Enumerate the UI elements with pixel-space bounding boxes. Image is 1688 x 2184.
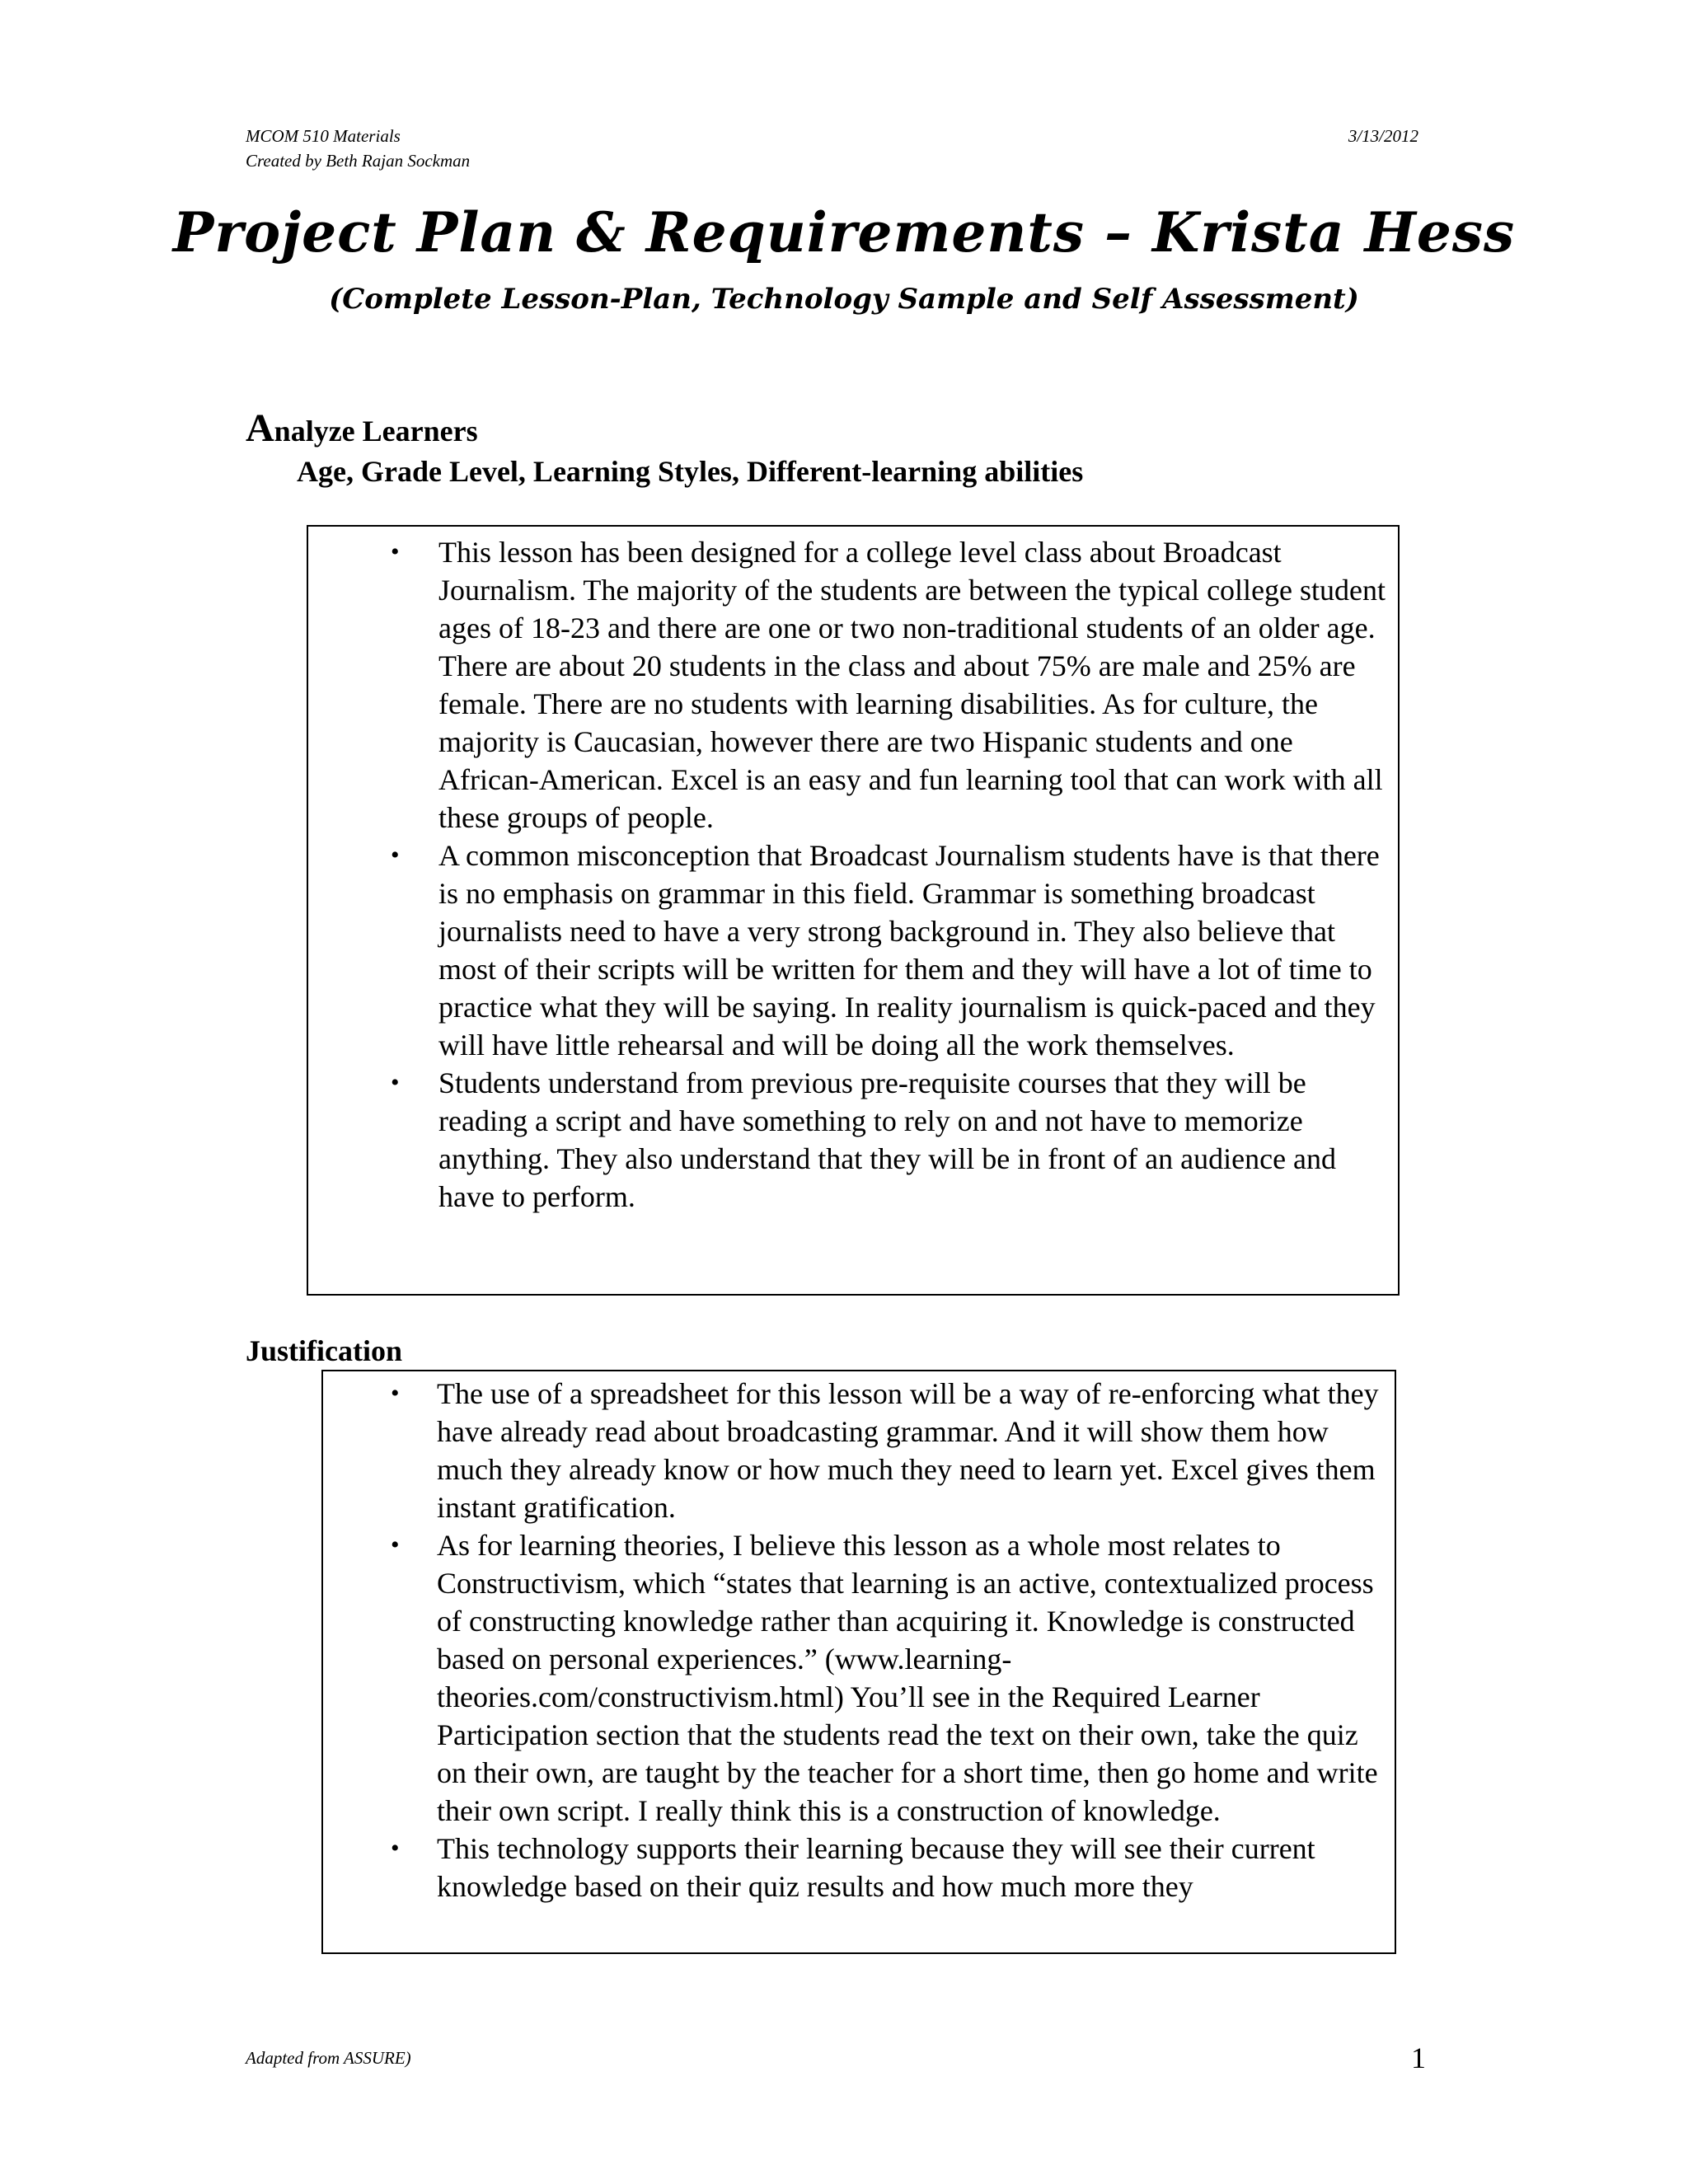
list-item [323,1375,1395,1526]
bullet-icon: • [391,1835,400,1862]
bullet-icon: • [391,1380,400,1407]
justification-heading: Justification [246,1334,403,1367]
list-item-text: Students understand from previous pre-requisite courses that they will be reading a script and have something to rely on and not have to memorize anything. They also understand that they will be in front of an audience and have to perform. [438,1066,1337,1213]
bullet-icon: • [391,1531,400,1558]
page-number: 1 [1411,2041,1426,2074]
list-item-text: This technology supports their learning because they will see their current knowledge based on their quiz results and how much more they [437,1832,1315,1903]
list-item [308,1064,1398,1216]
analyze-learners-heading [246,408,478,452]
list-item [323,1526,1395,1830]
document-header [246,124,470,173]
list-item-text: A common misconception that Broadcast Journalism students have is that there is no emphasis on grammar in this field. Grammar is something broadcast journalists need to have a very strong background in. They also believe that most of their scripts will be written for them and they will have a lot of time to practice what they will be saying. In reality journalism is quick-paced and they will have little rehearsal and will be doing all the work themselves. [438,839,1380,1062]
heading-rest: nalyze Learners [274,415,478,448]
list-item [323,1830,1395,1905]
bullet-icon: • [391,841,400,869]
analyze-learners-list [308,533,1398,1216]
justification-box [321,1370,1396,1954]
page-subtitle: (Complete Lesson-Plan, Technology Sample and Self Assessment) [329,283,1359,316]
course-name: MCOM 510 Materials [246,126,401,146]
header-date: 3/13/2012 [1348,126,1418,146]
list-item [308,533,1398,837]
bullet-icon: • [391,538,400,565]
analyze-learners-box [307,525,1400,1296]
footer-source: Adapted from ASSURE) [246,2048,411,2068]
heading-initial: A [246,406,274,450]
list-item-text: The use of a spreadsheet for this lesson will be a way of re-enforcing what they have already read about broadcasting grammar. And it will show them how much they already know or how much they need to learn yet. Excel gives them instant gratification. [437,1377,1379,1524]
list-item [308,837,1398,1064]
author-credit: Created by Beth Rajan Sockman [246,151,471,171]
justification-list [323,1375,1395,1905]
page-title: Project Plan & Requirements – Krista Hess [172,200,1516,265]
list-item-text: As for learning theories, I believe this lesson as a whole most relates to Constructivism, which “states that learning is an active, contextualized process of constructing knowledge rather than acquiring it. Knowledge is constructed based on personal experiences.” (www.learning-theories.com/constructivism.html) You’ll see in the Required Learner Participation section that the students read the text on their own, take the quiz on their own, are taught by the teacher for a short time, then go home and write their own script. I really think this is a construction of knowledge. [437,1529,1378,1827]
list-item-text: This lesson has been designed for a college level class about Broadcast Journalism. The majority of the students are between the typical college student ages of 18-23 and there are one or two non-traditional students of an older age. There are about 20 students in the class and about 75% are male and 25% are female. There are no students with learning disabilities. As for culture, the majority is Caucasian, however there are two Hispanic students and one African-American. Excel is an easy and fun learning tool that can work with all these groups of people. [438,536,1386,834]
bullet-icon: • [391,1069,400,1096]
analyze-learners-subheading: Age, Grade Level, Learning Styles, Different-learning abilities [297,455,1084,488]
